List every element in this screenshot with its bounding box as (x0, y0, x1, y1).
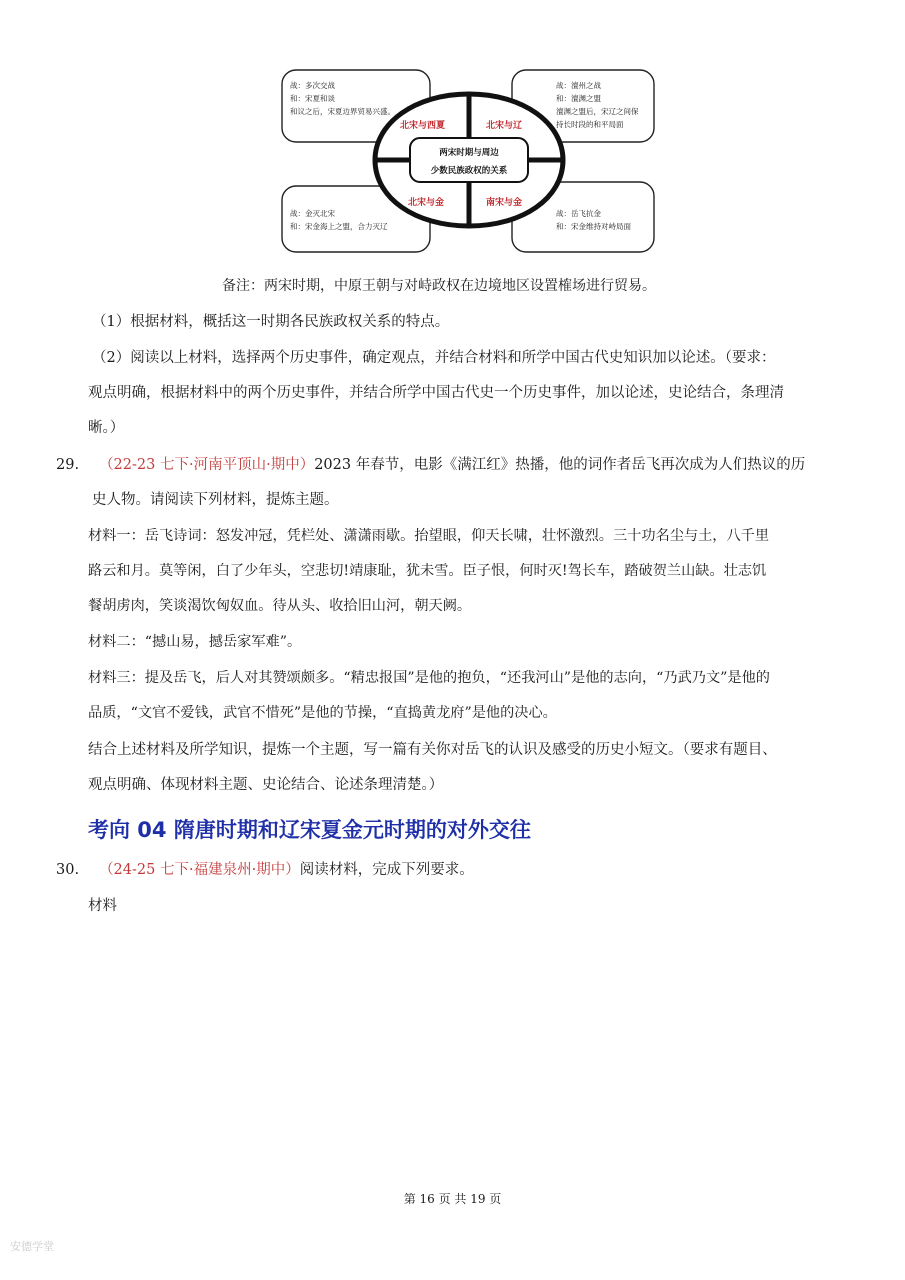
center-line-2: 少数民族政权的关系 (430, 166, 508, 176)
q29-material1-line3: 餐胡虏肉，笑谈渴饮匈奴血。待从头、收拾旧山河，朝天阙。 (88, 598, 472, 614)
label-song-xixia: 北宋与西夏 (400, 121, 446, 131)
relations-diagram (280, 68, 658, 254)
q28-sub2-line3: 晰。） (88, 420, 125, 436)
tr-line-4: 持长时段的和平局面 (556, 120, 624, 129)
watermark: 安德学堂 (10, 1240, 54, 1253)
bl-line-1: 战：金灭北宋 (290, 209, 335, 218)
tr-line-2: 和：澶渊之盟 (556, 94, 601, 103)
q30-number: 30. (56, 862, 80, 878)
q29-material2: 材料二：“撼山易，撼岳家军难”。 (88, 634, 302, 650)
bl-line-2: 和：宋金海上之盟，合力灭辽 (290, 222, 388, 231)
section-title: 考向 04 隋唐时期和辽宋夏金元时期的对外交往 (88, 818, 531, 842)
tl-line-2: 和：宋夏和谈 (290, 94, 335, 103)
q29-number: 29. (56, 457, 80, 473)
label-song-jin: 北宋与金 (408, 198, 445, 208)
q29-material3-line2: 品质，“文官不爱钱，武官不惜死”是他的节操，“直捣黄龙府”是他的决心。 (88, 705, 557, 721)
diagram-note: 备注：两宋时期，中原王朝与对峙政权在边境地区设置榷场进行贸易。 (222, 278, 656, 294)
center-line-1: 两宋时期与周边 (439, 148, 499, 158)
q28-sub2-line1: （2）阅读以上材料，选择两个历史事件，确定观点，并结合材料和所学中国古代史知识加以论述。（要求： (92, 350, 776, 366)
tl-line-1: 战：多次交战 (290, 81, 335, 90)
question-30 (56, 860, 474, 880)
q29-task-line1: 结合上述材料及所学知识，提炼一个主题，写一篇有关你对岳飞的认识及感受的历史小短文。（要求有题目、 (88, 742, 777, 758)
tl-line-3: 和议之后，宋夏边界贸易兴盛。 (290, 107, 395, 116)
br-line-1: 战：岳飞抗金 (556, 209, 601, 218)
q29-material3-line1: 材料三：提及岳飞，后人对其赞颂颇多。“精忠报国”是他的抱负，“还我河山”是他的志向，“乃武乃文”是他的 (88, 670, 770, 686)
tr-line-3: 澶渊之盟后，宋辽之间保 (556, 107, 639, 116)
q30-source: （24-25 七下·福建泉州·期中） (99, 862, 300, 878)
q29-intro: 2023 年春节，电影《满江红》热播，他的词作者岳飞再次成为人们热议的历 (314, 457, 806, 473)
q29-intro-line2: 史人物。请阅读下列材料，提炼主题。 (92, 492, 339, 508)
br-line-2: 和：宋金维持对峙局面 (556, 222, 631, 231)
tr-line-1: 战：澶州之战 (556, 81, 601, 90)
q28-sub2-line2: 观点明确，根据材料中的两个历史事件，并结合所学中国古代史一个历史事件，加以论述，史论结合，条理清 (88, 385, 784, 401)
q30-intro: 阅读材料，完成下列要求。 (299, 862, 474, 878)
q28-sub1: （1）根据材料，概括这一时期各民族政权关系的特点。 (92, 314, 450, 330)
q30-material-label: 材料 (88, 898, 117, 914)
label-nansong-jin: 南宋与金 (486, 198, 523, 208)
q29-material1-line1: 材料一：岳飞诗词：怒发冲冠，凭栏处、潇潇雨歇。抬望眼，仰天长啸，壮怀激烈。三十功名尘与土，八千里 (88, 528, 770, 544)
q29-task-line2: 观点明确、体现材料主题、史论结合、论述条理清楚。） (88, 777, 444, 793)
page-footer: 第 16 页 共 19 页 (403, 1192, 502, 1206)
q29-source: （22-23 七下·河南平顶山·期中） (99, 457, 315, 473)
label-song-liao: 北宋与辽 (486, 121, 523, 131)
question-29 (56, 455, 805, 475)
q29-material1-line2: 路云和月。莫等闲，白了少年头，空悲切!靖康耻，犹未雪。臣子恨，何时灭!驾长车，踏破贺兰山缺。壮志饥 (88, 563, 767, 579)
